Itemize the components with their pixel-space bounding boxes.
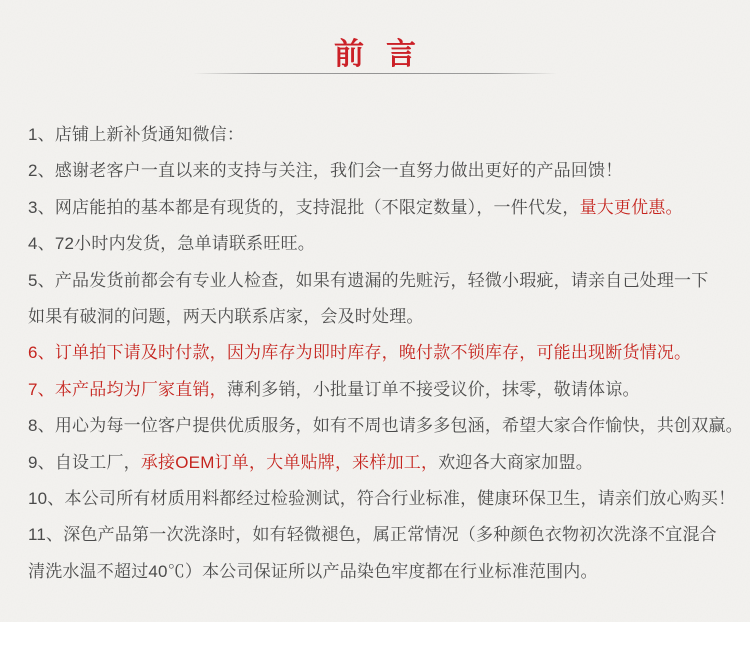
- list-item-continuation: [28, 554, 726, 590]
- list-item-text: 4、72小时内发货，急单请联系旺旺。: [28, 234, 315, 254]
- list-item-text: 如果有破洞的问题，两天内联系店家，会及时处理。: [28, 307, 424, 327]
- list-item-text: 薄利多销，小批量订单不接受议价，抹零，敬请体谅。: [226, 379, 640, 399]
- list-item: [28, 263, 726, 299]
- list-item-text: 2、感谢老客户一直以来的支持与关注，我们会一直努力做出更好的产品回馈！: [28, 161, 623, 181]
- list-item: [28, 335, 726, 371]
- list-item-text: 1、店铺上新补货通知微信：: [28, 125, 245, 144]
- list-item: [28, 445, 726, 481]
- list-item-text-highlight: 量大更优惠。: [579, 197, 683, 217]
- list-item-text: 10、本公司所有材质用料都经过检验测试，符合行业标准，健康环保卫生，请亲们放心购买！: [28, 489, 736, 509]
- list-item-text-highlight: 7、本产品均为厂家直销，: [28, 379, 227, 399]
- list-item-text: 3、网店能拍的基本都是有现货的，支持混批（不限定数量），一件代发，: [28, 197, 580, 217]
- list-item-text-highlight: 承接OEM订单，大单贴牌，来样加工，: [140, 452, 439, 472]
- list-item-continuation: [28, 299, 726, 335]
- list-item: [28, 517, 726, 553]
- list-item: [28, 372, 726, 408]
- list-item-text: 11、深色产品第一次洗涤时，如有轻微褪色，属正常情况（多种颜色衣物初次洗涤不宜混合: [28, 525, 717, 545]
- list-item-text: 8、用心为每一位客户提供优质服务，如有不周也请多多包涵，希望大家合作愉快，共创双赢。: [28, 416, 743, 436]
- list-item: [28, 153, 726, 189]
- list-item: [28, 190, 726, 226]
- title-divider: [193, 73, 557, 74]
- list-item: [28, 226, 726, 262]
- list-item: [28, 117, 726, 153]
- list-item: [28, 408, 743, 444]
- list-item-text: 5、产品发货前都会有专业人检查，如果有遗漏的先赃污，轻微小瑕疵，请亲自己处理一下: [28, 270, 709, 290]
- page-title: 前言: [334, 38, 438, 71]
- preface-content: [0, 39, 750, 590]
- notice-list: [0, 117, 750, 590]
- list-item-text-highlight: 6、订单拍下请及时付款，因为库存为即时库存，晚付款不锁库存，可能出现断货情况。: [28, 343, 692, 363]
- list-item: [28, 481, 736, 517]
- list-item-text: 9、自设工厂，: [28, 452, 141, 472]
- list-item-text: 欢迎各大商家加盟。: [438, 452, 593, 472]
- list-item-text: 清洗水温不超过40℃）本公司保证所以产品染色牢度都在行业标准范围内。: [28, 561, 598, 581]
